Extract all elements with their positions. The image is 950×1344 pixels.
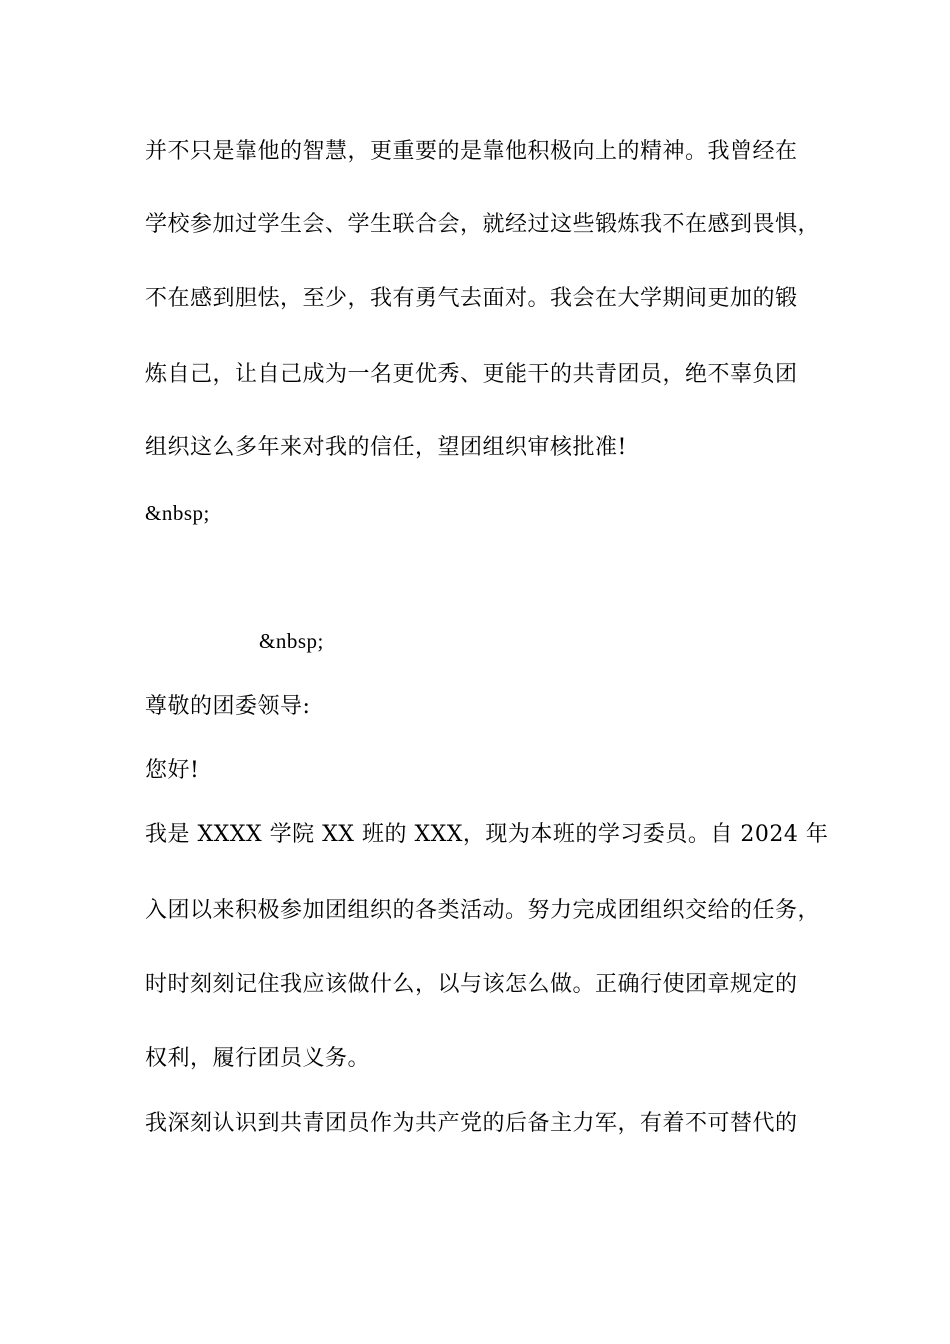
paragraph-line: 炼自己，让自己成为一名更优秀、更能干的共青团员，绝不辜负团	[145, 362, 798, 387]
paragraph-line: 权利，履行团员义务。	[145, 1046, 371, 1071]
salutation: 尊敬的团委领导:	[145, 694, 311, 719]
paragraph-line: 组织这么多年来对我的信任，望团组织审核批准!	[145, 435, 627, 460]
paragraph-line: 时时刻刻记住我应该做什么，以与该怎么做。正确行使团章规定的	[145, 972, 798, 997]
paragraph-line: 并不只是靠他的智慧，更重要的是靠他积极向上的精神。我曾经在	[145, 139, 798, 164]
greeting: 您好!	[145, 758, 200, 783]
paragraph-line: 入团以来积极参加团组织的各类活动。努力完成团组织交给的任务，	[145, 898, 821, 923]
paragraph-line: 学校参加过学生会、学生联合会，就经过这些锻炼我不在感到畏惧，	[145, 212, 821, 237]
paragraph-line: 我是 XXXX 学院 XX 班的 XXX，现为本班的学习委员。自 2024 年	[145, 822, 829, 847]
nbsp-text-indented: &nbsp;	[259, 629, 324, 653]
paragraph-line: 我深刻认识到共青团员作为共产党的后备主力军，有着不可替代的	[145, 1111, 798, 1136]
nbsp-text: &nbsp;	[145, 501, 210, 525]
paragraph-line: 不在感到胆怯，至少，我有勇气去面对。我会在大学期间更加的锻	[145, 286, 798, 311]
